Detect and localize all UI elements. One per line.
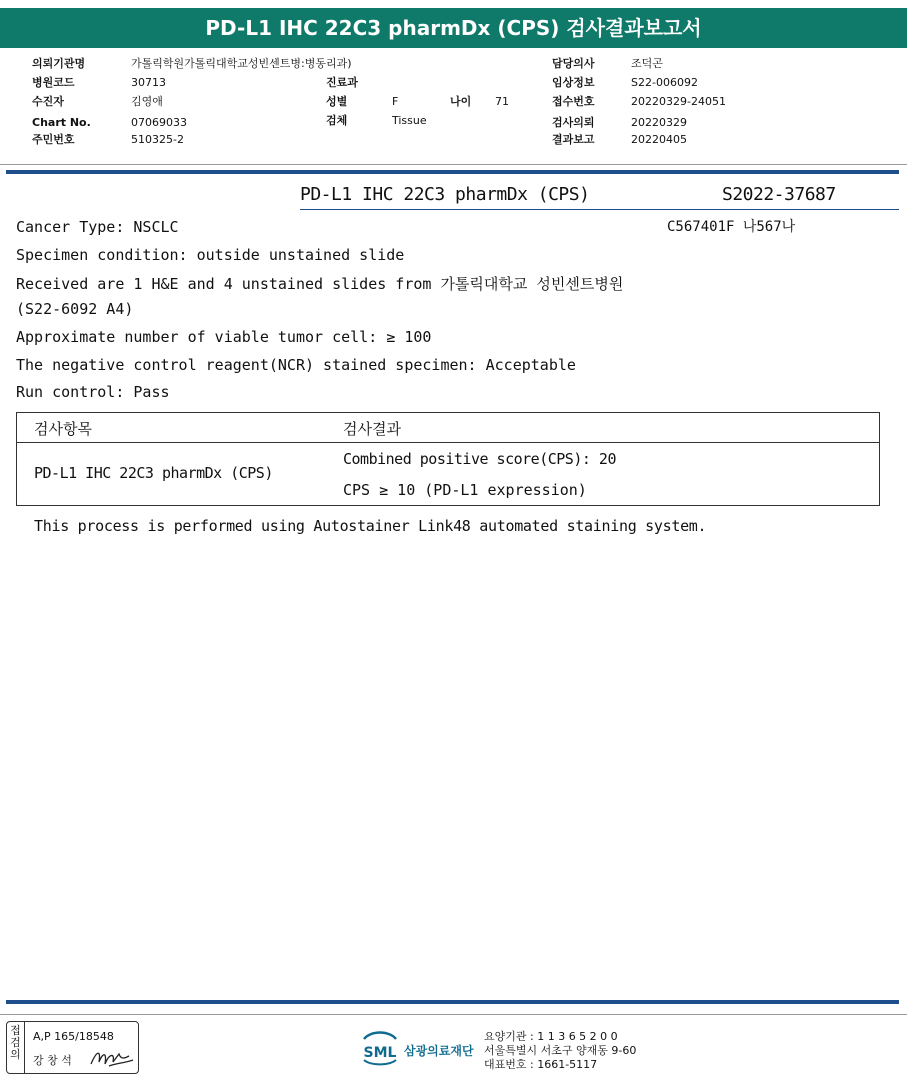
- table-header-divider: [17, 442, 879, 443]
- receipt-value: 20220329-24051: [631, 95, 726, 108]
- hospital-code-label: 병원코드: [32, 76, 75, 89]
- institution-label: 의뢰기관명: [32, 57, 86, 70]
- id-value: 510325-2: [131, 133, 184, 146]
- top-rule: [6, 170, 899, 174]
- age-label: 나이: [450, 95, 472, 108]
- table-header-result: 검사결과: [343, 420, 401, 438]
- report-value: 20220405: [631, 133, 687, 146]
- patient-value: 김영애: [131, 95, 163, 108]
- vertical-label-text: 접 검 의: [10, 1024, 21, 1061]
- report-line: Run control: Pass: [16, 383, 170, 401]
- institution-code: 요양기관 : 1 1 3 6 5 2 0 0: [484, 1030, 618, 1043]
- specimen-label: 검체: [326, 114, 348, 127]
- doctor-label: 담당의사: [552, 57, 595, 70]
- report-line: Cancer Type: NSCLC: [16, 218, 179, 236]
- chart-value: 07069033: [131, 116, 187, 129]
- test-title: PD-L1 IHC 22C3 pharmDx (CPS): [300, 184, 590, 205]
- report-number: S2022-37687: [722, 184, 836, 205]
- request-value: 20220329: [631, 116, 687, 129]
- footer-divider: [0, 1014, 907, 1015]
- sex-label: 성별: [326, 95, 348, 108]
- request-label: 검사의뢰: [552, 116, 595, 129]
- report-label: 결과보고: [552, 133, 595, 146]
- pathologist-vertical-label: [7, 1022, 25, 1073]
- result-table: [16, 412, 880, 506]
- institution-value: 가톨릭학원가톨릭대학교성빈센트병:병동리과): [131, 57, 352, 70]
- foundation-address: 서울특별시 서초구 양재동 9-60: [484, 1044, 637, 1057]
- title-underline: [300, 209, 899, 210]
- table-item: PD-L1 IHC 22C3 pharmDx (CPS): [34, 464, 273, 482]
- id-label: 주민번호: [32, 133, 75, 146]
- hospital-code-value: 30713: [131, 76, 166, 89]
- foundation-name: 삼광의료재단: [404, 1044, 474, 1058]
- table-result-expression: CPS ≥ 10 (PD-L1 expression): [343, 481, 587, 499]
- clinical-label: 임상정보: [552, 76, 595, 89]
- clinical-value: S22-006092: [631, 76, 698, 89]
- table-header-item: 검사항목: [34, 420, 92, 438]
- pathologist-name: 강 창 석: [33, 1054, 72, 1067]
- sml-logo-icon: [358, 1029, 402, 1067]
- sex-value: F: [392, 95, 399, 108]
- ap-number: A,P 165/18548: [33, 1030, 114, 1043]
- doctor-value: 조덕곤: [631, 57, 663, 70]
- bottom-rule: [6, 1000, 899, 1004]
- report-line: Approximate number of viable tumor cell: ≥ 100: [16, 328, 432, 346]
- signature-image: [89, 1046, 135, 1070]
- report-line: (S22-6092 A4): [16, 300, 134, 318]
- report-line: Received are 1 H&E and 4 unstained slides from 가톨릭대학교 성빈센트병원: [16, 275, 624, 293]
- patient-label: 수진자: [32, 95, 64, 108]
- department-label: 진료과: [326, 76, 358, 89]
- chart-label: Chart No.: [32, 116, 91, 129]
- logo-text: SML: [363, 1045, 397, 1061]
- table-result-score: Combined positive score(CPS): 20: [343, 450, 616, 468]
- report-line: Specimen condition: outside unstained slide: [16, 246, 405, 264]
- foundation-phone: 대표번호 : 1661-5117: [484, 1058, 598, 1071]
- pathologist-box: [6, 1021, 139, 1074]
- process-note: This process is performed using Autostainer Link48 automated staining system.: [34, 517, 707, 535]
- block-code: C567401F 나567나: [667, 219, 796, 235]
- specimen-value: Tissue: [392, 114, 427, 127]
- header-divider: [0, 164, 907, 165]
- report-line: The negative control reagent(NCR) stained specimen: Acceptable: [16, 356, 576, 374]
- report-title-banner: PD-L1 IHC 22C3 pharmDx (CPS) 검사결과보고서: [0, 8, 907, 48]
- age-value: 71: [495, 95, 509, 108]
- receipt-label: 접수번호: [552, 95, 595, 108]
